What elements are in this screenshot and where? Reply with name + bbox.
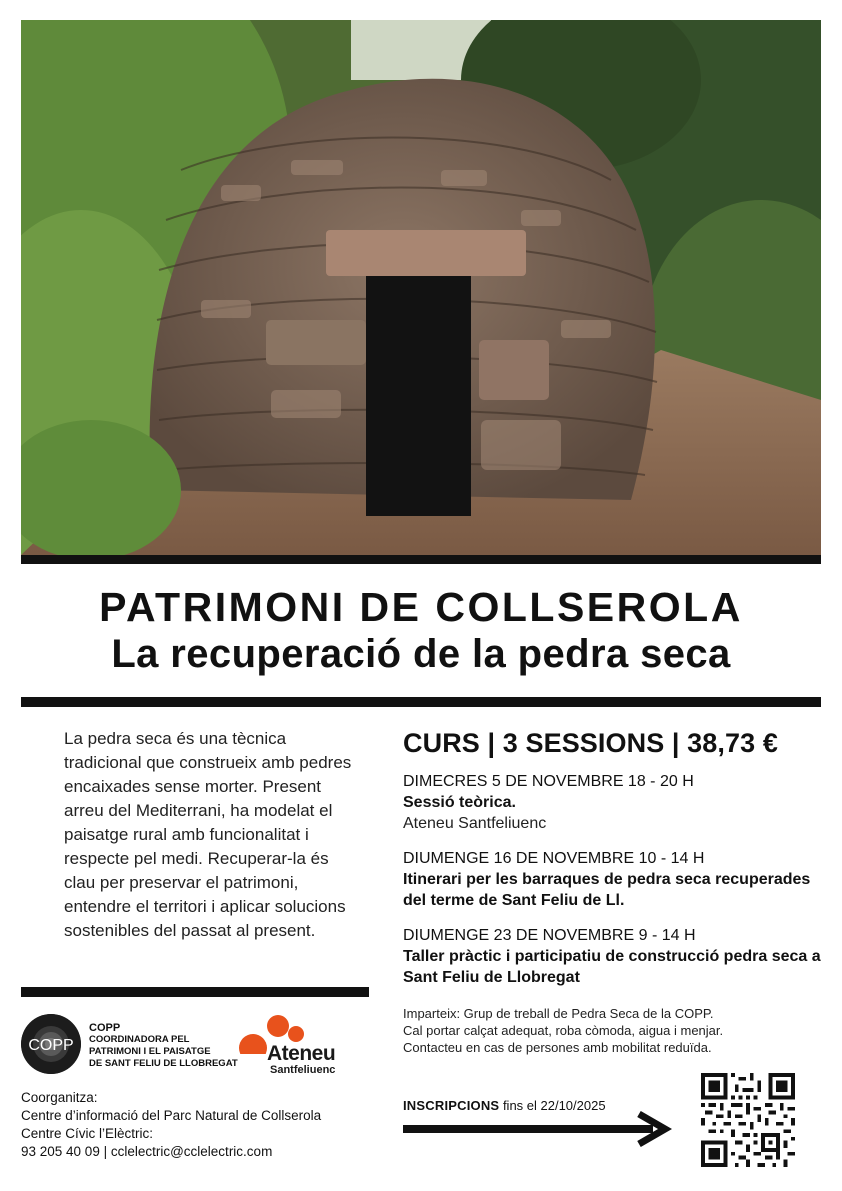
copp-mark-text: COPP: [28, 1037, 74, 1054]
title-line-2: La recuperació de la pedra seca: [111, 632, 731, 677]
course-section: [403, 728, 828, 1002]
divider-left: [21, 987, 369, 997]
copp-title: COPP: [89, 1022, 121, 1034]
session-1: [403, 771, 828, 834]
copp-line: PATRIMONI I EL PAISATGE: [89, 1046, 211, 1057]
session-place: Ateneu Santfeliuenc: [403, 815, 547, 832]
divider-middle: [21, 697, 821, 707]
intro-paragraph: La pedra seca és una tècnica tradicional que construeix amb pedres encaixades sense morter. Present arreu del Mediterrani, ha modelat el paisatge rural amb funcionalitat i respecte pel medi. Recuperar-la és clau per preservar el patrimoni, entendre el territori i aplicar solucions sostenibles del passat al present.: [64, 729, 352, 940]
inscriptions-deadline: fins el 22/10/2025: [502, 1098, 606, 1113]
coorganizer-line: Centre Cívic l’Elèctric:: [21, 1126, 154, 1141]
session-date: DIUMENGE 23 DE NOVEMBRE 9 - 14 H: [403, 927, 696, 944]
organizer-logos: [21, 1012, 381, 1077]
session-title: Taller pràctic i participatiu de construcció pedra seca a Sant Feliu de Llobregat: [403, 948, 821, 986]
note-line: Cal portar calçat adequat, roba còmoda, aigua i menjar.: [403, 1023, 724, 1038]
session-2: [403, 848, 828, 911]
ateneu-logo: [237, 1014, 357, 1078]
coorganizer-line: Centre d’informació del Parc Natural de Collserola: [21, 1108, 322, 1123]
session-3: [403, 925, 828, 988]
session-date: DIUMENGE 16 DE NOVEMBRE 10 - 14 H: [403, 850, 705, 867]
course-header: CURS | 3 SESSIONS | 38,73 €: [403, 728, 778, 758]
ateneu-subtitle: Santfeliuenc: [270, 1064, 336, 1076]
course-notes: [403, 1005, 813, 1056]
qr-code-icon[interactable]: [701, 1073, 795, 1167]
copp-logo-mark: [21, 1014, 81, 1074]
hero-photo: [21, 20, 821, 555]
contact-line[interactable]: 93 205 40 09 | cclelectric@cclelectric.com: [21, 1144, 273, 1159]
inscriptions-title: INSCRIPCIONS: [403, 1098, 500, 1113]
copp-logo: [21, 1014, 81, 1074]
page-title: [21, 585, 821, 676]
session-title: Itinerari per les barraques de pedra seca recuperades del terme de Sant Feliu de Ll.: [403, 871, 811, 909]
coorganizers: [21, 1089, 321, 1161]
copp-line: COORDINADORA PEL: [89, 1034, 190, 1045]
copp-text: [89, 1022, 238, 1070]
dry-stone-hut-image: [21, 20, 821, 555]
copp-line: DE SANT FELIU DE LLOBREGAT: [89, 1058, 238, 1069]
coorganizers-label: Coorganitza:: [21, 1090, 98, 1105]
note-line: Contacteu en cas de persones amb mobilitat reduïda.: [403, 1040, 712, 1055]
session-date: DIMECRES 5 DE NOVEMBRE 18 - 20 H: [403, 773, 694, 790]
right-arrow-icon: [403, 1111, 675, 1147]
title-line-1: PATRIMONI DE COLLSEROLA: [99, 584, 743, 630]
divider-top: [21, 555, 821, 564]
ateneu-name: Ateneu: [267, 1042, 336, 1065]
session-title: Sessió teòrica.: [403, 794, 516, 811]
note-line: Imparteix: Grup de treball de Pedra Seca de la COPP.: [403, 1006, 714, 1021]
